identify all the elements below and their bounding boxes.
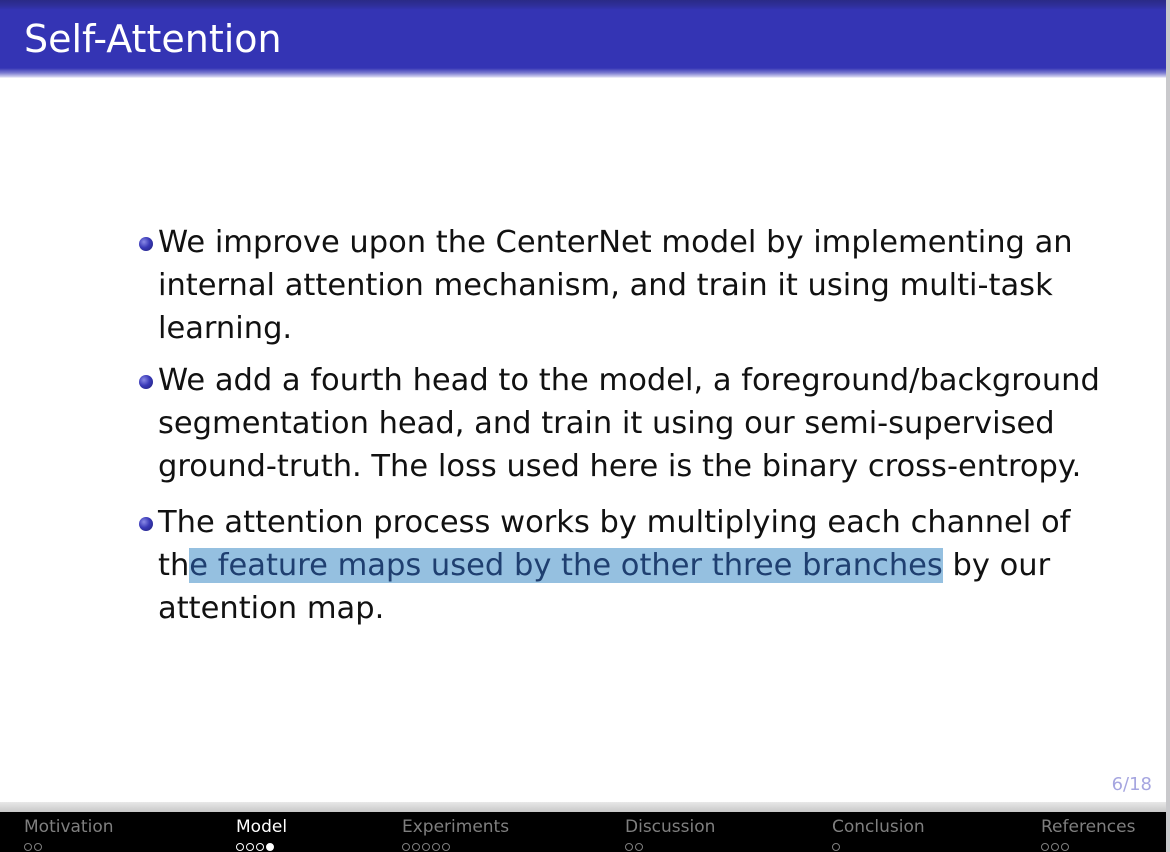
nav-slide-dot-icon[interactable] (402, 843, 410, 851)
nav-section-label[interactable]: Motivation (24, 817, 114, 837)
nav-slide-dot-icon[interactable] (412, 843, 420, 851)
nav-slide-dots (24, 843, 114, 851)
section-navigation-bar (0, 812, 1166, 852)
nav-slide-dots (236, 843, 287, 851)
nav-section-label[interactable]: Experiments (402, 817, 510, 837)
nav-slide-dot-icon[interactable] (442, 843, 450, 851)
nav-section-motivation[interactable] (24, 816, 114, 851)
bullet-line: segmentation head, and train it using our semi-supervised (158, 406, 1055, 441)
nav-slide-dot-icon[interactable] (625, 843, 633, 851)
nav-slide-dot-icon[interactable] (24, 843, 32, 851)
nav-slide-dot-icon[interactable] (1051, 843, 1059, 851)
nav-section-conclusion[interactable] (832, 816, 925, 851)
nav-slide-dot-icon[interactable] (246, 843, 254, 851)
slide-title: Self-Attention (24, 17, 282, 61)
bullet-sphere-icon (139, 237, 153, 251)
nav-section-experiments[interactable] (402, 816, 509, 851)
nav-section-model[interactable] (236, 816, 287, 851)
nav-slide-dot-icon[interactable] (34, 843, 42, 851)
nav-section-references[interactable] (1041, 816, 1135, 851)
nav-slide-dot-icon[interactable] (432, 843, 440, 851)
nav-current-slide-dot-icon[interactable] (266, 843, 274, 851)
nav-slide-dots (832, 843, 925, 851)
nav-slide-dot-icon[interactable] (1041, 843, 1049, 851)
nav-slide-dot-icon[interactable] (256, 843, 264, 851)
bullet-item (158, 221, 1078, 350)
nav-slide-dot-icon[interactable] (832, 843, 840, 851)
bullet-item (158, 359, 1100, 488)
bullet-line: learning. (158, 311, 293, 346)
page-number: 6/18 (1111, 774, 1152, 795)
bullet-item (158, 501, 1078, 630)
nav-slide-dot-icon[interactable] (1061, 843, 1069, 851)
text-after-selection: by our (942, 548, 1051, 583)
bullet-sphere-icon (139, 517, 153, 531)
nav-section-label[interactable]: References (1041, 817, 1136, 837)
bullet-line: attention map. (158, 591, 385, 626)
bullet-line: We add a fourth head to the model, a foreground/background (158, 363, 1100, 398)
nav-section-label[interactable]: Model (236, 817, 288, 837)
window-right-border (1166, 0, 1170, 852)
nav-section-label[interactable]: Discussion (625, 817, 716, 837)
bullet-sphere-icon (139, 375, 153, 389)
text-before-selection: th (158, 548, 190, 583)
navbar-shadow (0, 802, 1166, 812)
selected-text[interactable]: e feature maps used by the other three branches (189, 548, 943, 583)
bullet-line-with-selection[interactable] (158, 544, 1078, 587)
nav-slide-dot-icon[interactable] (236, 843, 244, 851)
nav-section-label[interactable]: Conclusion (832, 817, 925, 837)
nav-slide-dot-icon[interactable] (422, 843, 430, 851)
nav-slide-dots (625, 843, 715, 851)
bullet-line: ground-truth. The loss used here is the binary cross-entropy. (158, 449, 1082, 484)
bullet-line: internal attention mechanism, and train it using multi-task (158, 268, 1053, 303)
nav-slide-dots (402, 843, 509, 851)
nav-section-discussion[interactable] (625, 816, 715, 851)
bullet-line: The attention process works by multiplying each channel of (158, 505, 1071, 540)
nav-slide-dot-icon[interactable] (635, 843, 643, 851)
nav-slide-dots (1041, 843, 1135, 851)
bullet-line: We improve upon the CenterNet model by implementing an (158, 225, 1073, 260)
